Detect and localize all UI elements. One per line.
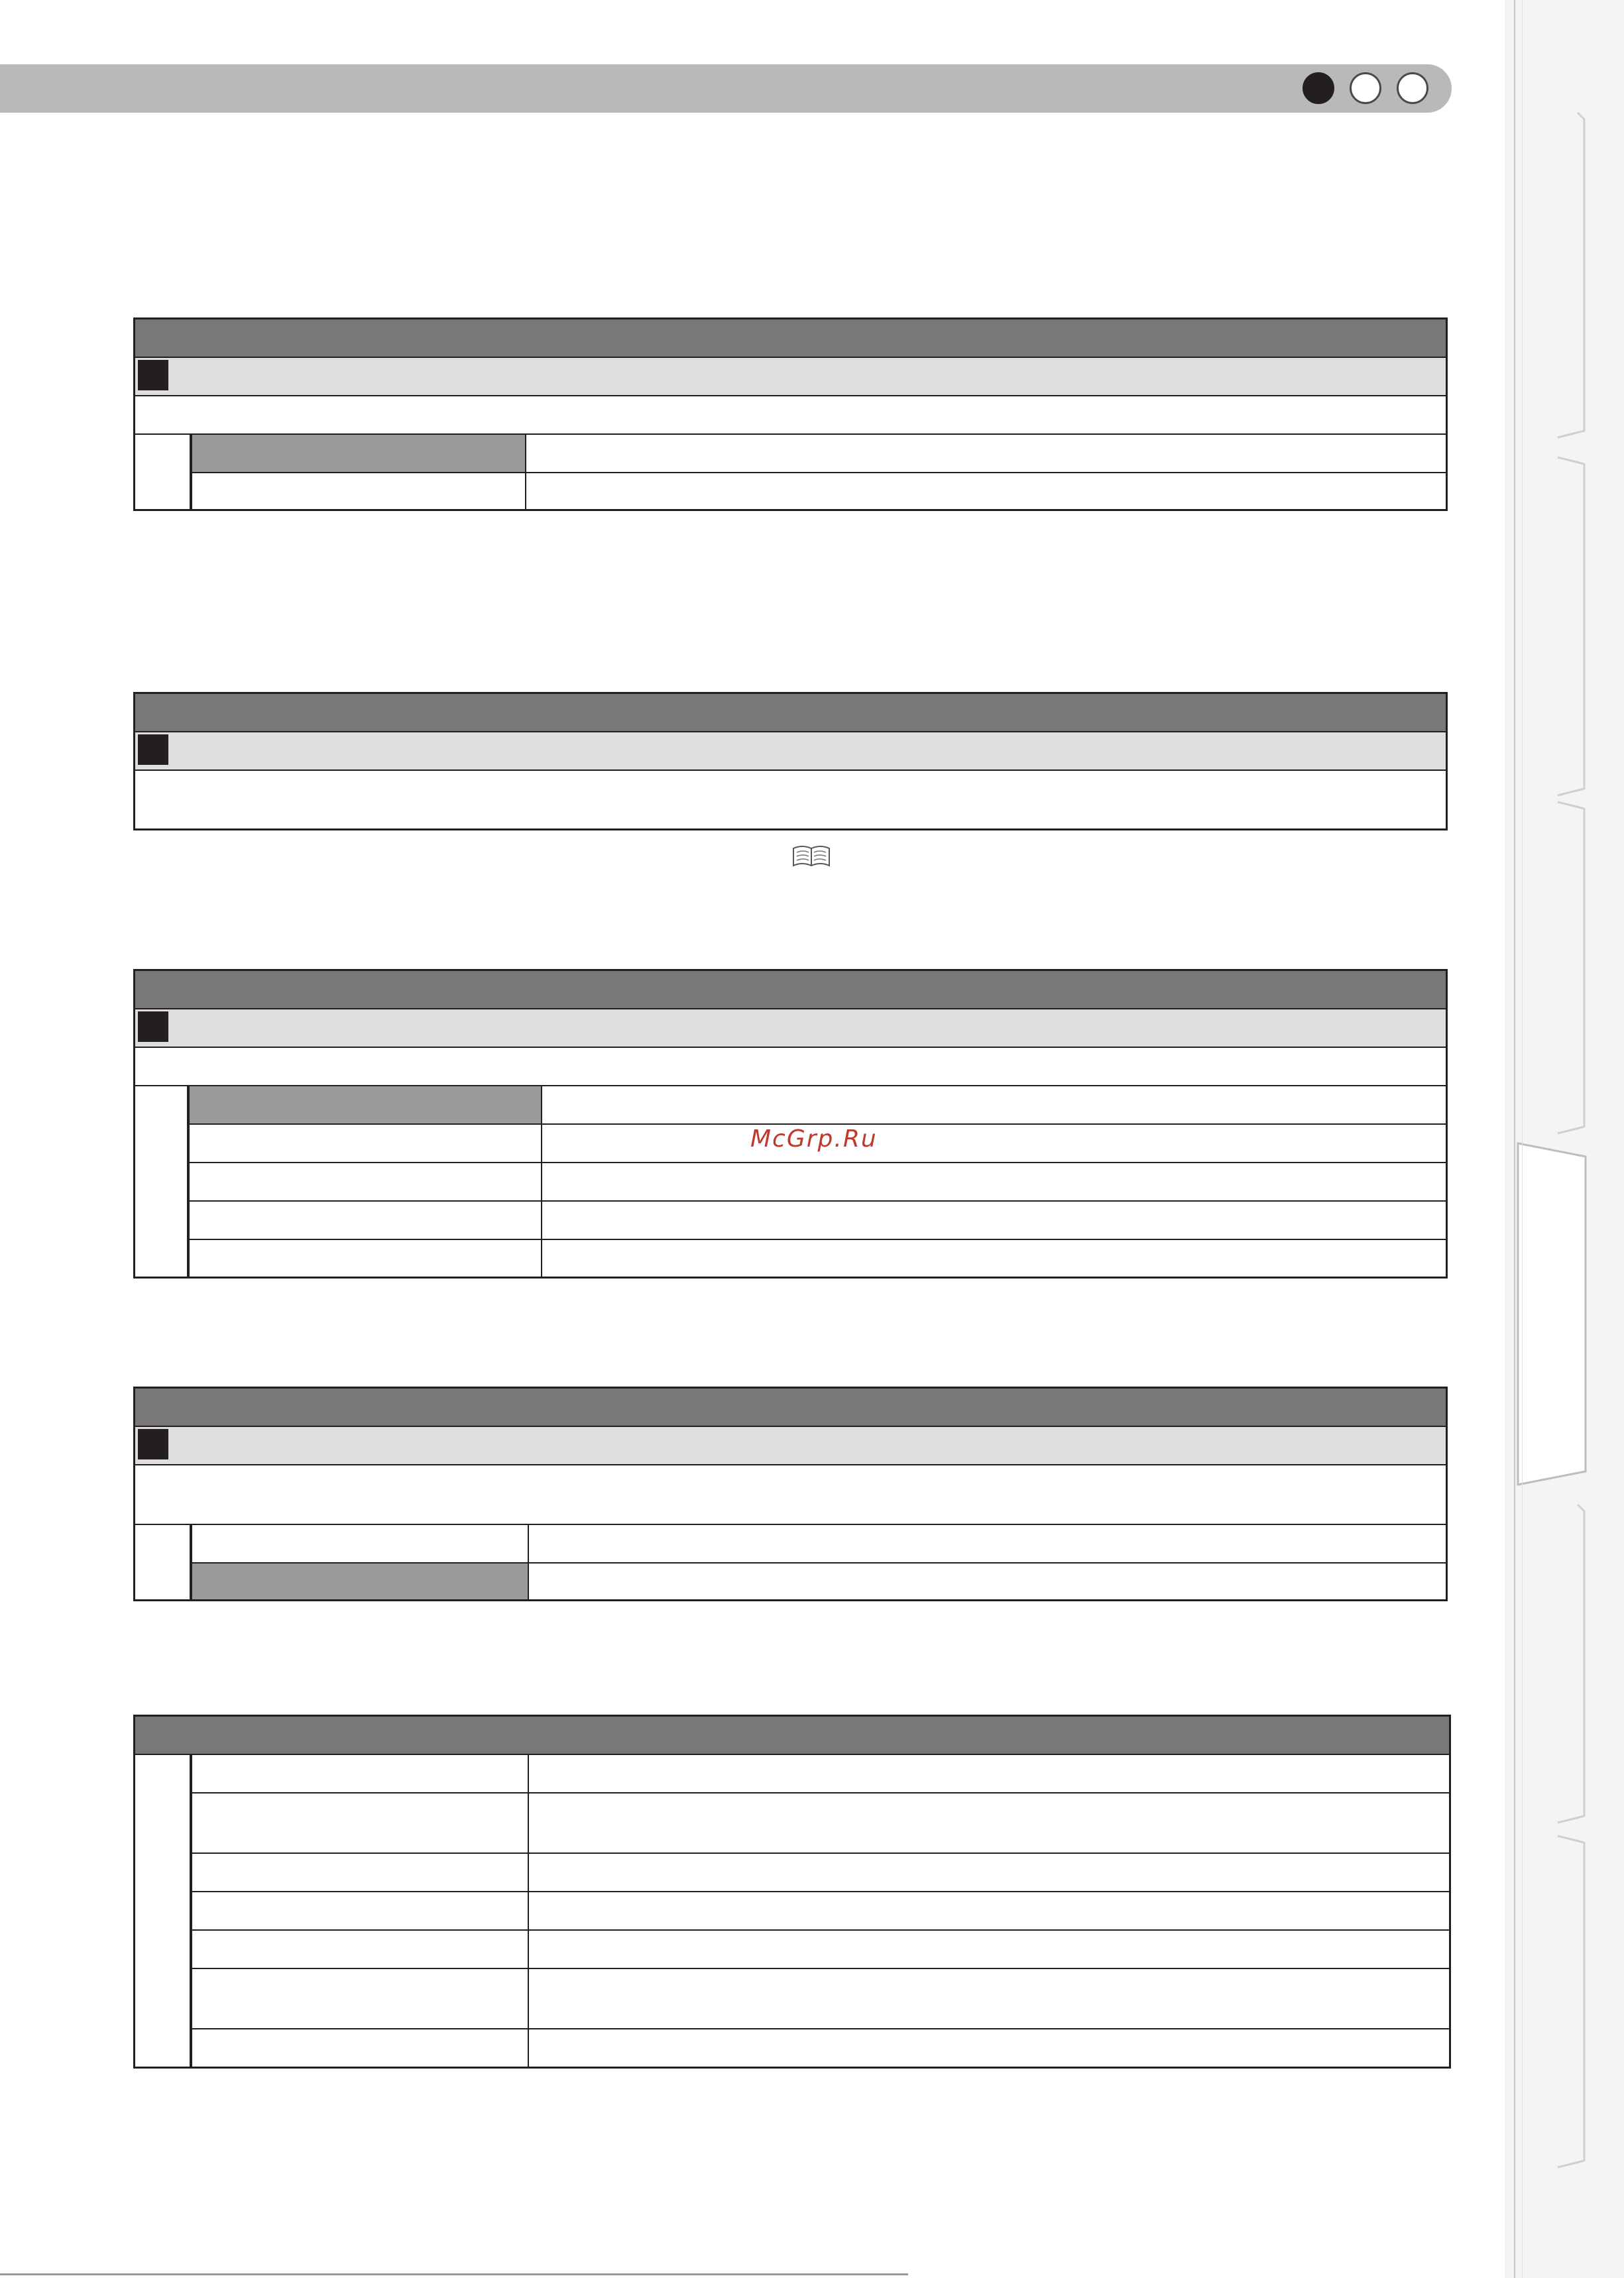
option-name-cell[interactable] xyxy=(188,1125,541,1162)
option-row[interactable] xyxy=(191,1969,1449,2029)
book-icon xyxy=(791,844,831,868)
option-name-cell[interactable] xyxy=(191,1854,528,1891)
option-name-cell[interactable] xyxy=(191,1892,528,1929)
option-desc-cell xyxy=(528,1892,1449,1929)
description-row xyxy=(135,771,1446,828)
settings-table-4 xyxy=(133,1387,1448,1601)
option-desc-cell xyxy=(525,435,1446,472)
option-name-cell[interactable] xyxy=(191,1969,528,2028)
option-name-cell[interactable] xyxy=(191,1525,528,1562)
settings-table-5 xyxy=(133,1715,1451,2069)
progress-dot-open xyxy=(1397,72,1428,104)
option-row[interactable] xyxy=(191,1564,1446,1599)
indent-column xyxy=(135,1086,188,1277)
option-desc-cell xyxy=(541,1086,1446,1123)
progress-dot-open xyxy=(1350,72,1381,104)
option-name-cell[interactable] xyxy=(188,1163,541,1200)
option-name-cell[interactable] xyxy=(191,2029,528,2067)
option-row[interactable] xyxy=(191,1931,1449,1969)
description-row xyxy=(135,1465,1446,1525)
option-desc-cell xyxy=(541,1202,1446,1239)
option-name-cell-selected[interactable] xyxy=(191,435,525,472)
option-desc-cell xyxy=(541,1125,1446,1162)
table-subheader-row xyxy=(135,732,1446,771)
option-name-cell-selected[interactable] xyxy=(188,1086,541,1123)
option-desc-cell xyxy=(541,1163,1446,1200)
option-desc-cell xyxy=(528,1854,1449,1891)
option-row[interactable] xyxy=(191,1755,1449,1794)
option-name-cell[interactable] xyxy=(188,1202,541,1239)
option-desc-cell xyxy=(528,1755,1449,1792)
indent-column xyxy=(135,1525,191,1599)
option-desc-cell xyxy=(525,473,1446,509)
table-header-row xyxy=(135,694,1446,732)
table-header-row xyxy=(135,1389,1446,1427)
table-header-row xyxy=(135,1717,1449,1755)
option-name-cell-selected[interactable] xyxy=(191,1564,528,1599)
option-row[interactable] xyxy=(191,1854,1449,1892)
option-name-cell[interactable] xyxy=(191,473,525,509)
table-subheader-row xyxy=(135,1427,1446,1465)
footer-rule xyxy=(0,2273,908,2275)
settings-table-1 xyxy=(133,317,1448,511)
option-row[interactable] xyxy=(191,1794,1449,1854)
option-row[interactable] xyxy=(191,1892,1449,1931)
table-header-row xyxy=(135,319,1446,358)
option-desc-cell xyxy=(541,1240,1446,1277)
table-subheader-row xyxy=(135,358,1446,396)
option-row[interactable] xyxy=(191,1525,1446,1564)
option-desc-cell xyxy=(528,1794,1449,1852)
table-subheader-row xyxy=(135,1009,1446,1048)
page-edge-line-inner xyxy=(1522,0,1523,2278)
option-row[interactable] xyxy=(191,473,1446,509)
indent-column xyxy=(135,1755,191,2067)
item-marker-square xyxy=(138,1429,168,1459)
description-row xyxy=(135,396,1446,435)
side-tabs-graphic xyxy=(1505,0,1624,2278)
option-name-cell[interactable] xyxy=(191,1794,528,1852)
table-header-row xyxy=(135,971,1446,1009)
settings-table-3 xyxy=(133,969,1448,1279)
option-desc-cell xyxy=(528,2029,1449,2067)
option-desc-cell xyxy=(528,1969,1449,2028)
option-name-cell[interactable] xyxy=(188,1240,541,1277)
option-desc-cell xyxy=(528,1525,1446,1562)
item-marker-square xyxy=(138,1011,168,1042)
watermark-text: McGrp.Ru xyxy=(750,1125,878,1153)
option-name-cell[interactable] xyxy=(191,1931,528,1968)
option-name-cell[interactable] xyxy=(191,1755,528,1792)
option-row[interactable] xyxy=(188,1202,1446,1240)
progress-dot-filled xyxy=(1303,72,1334,104)
option-row[interactable] xyxy=(188,1086,1446,1125)
option-row[interactable] xyxy=(188,1240,1446,1277)
side-tab-strip xyxy=(1505,0,1624,2278)
settings-table-2 xyxy=(133,692,1448,830)
item-marker-square xyxy=(138,734,168,765)
option-desc-cell xyxy=(528,1564,1446,1599)
item-marker-square xyxy=(138,360,168,390)
option-desc-cell xyxy=(528,1931,1449,1968)
option-row[interactable] xyxy=(191,435,1446,473)
indent-column xyxy=(135,435,191,509)
description-row xyxy=(135,1048,1446,1086)
section-header-bar xyxy=(0,64,1452,113)
option-row[interactable] xyxy=(188,1163,1446,1202)
option-row[interactable] xyxy=(191,2029,1449,2067)
page-edge-line xyxy=(1514,0,1515,2278)
active-side-tab[interactable] xyxy=(1518,1143,1586,1485)
